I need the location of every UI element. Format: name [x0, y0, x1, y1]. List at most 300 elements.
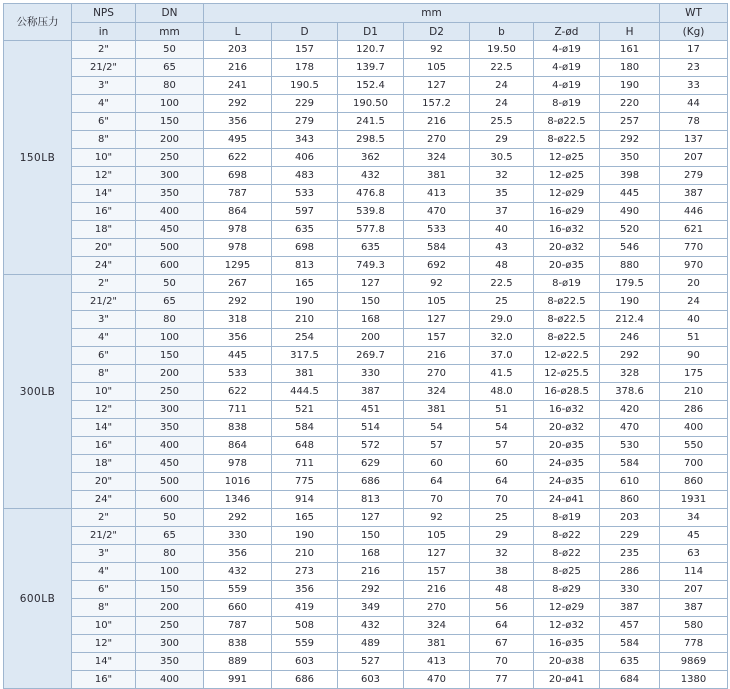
cell-wt: 778: [660, 635, 728, 653]
cell-l: 216: [204, 59, 272, 77]
cell-l: 787: [204, 617, 272, 635]
cell-bolt-holes: 20-ø32: [534, 419, 600, 437]
cell-d2: 270: [404, 131, 470, 149]
cell-nps: 2": [72, 509, 136, 527]
col-header-d2: D2: [404, 23, 470, 41]
pressure-header: 公称压力: [4, 4, 72, 41]
cell-d1: 577.8: [338, 221, 404, 239]
cell-d2: 54: [404, 419, 470, 437]
cell-d1: 216: [338, 563, 404, 581]
cell-nps: 3": [72, 311, 136, 329]
cell-dn: 350: [136, 185, 204, 203]
table-row: [4, 383, 728, 401]
cell-dn: 300: [136, 401, 204, 419]
cell-l: 838: [204, 635, 272, 653]
cell-l: 318: [204, 311, 272, 329]
cell-d1: 190.50: [338, 95, 404, 113]
table-row: [4, 563, 728, 581]
cell-wt: 137: [660, 131, 728, 149]
cell-dn: 150: [136, 581, 204, 599]
cell-d2: 64: [404, 473, 470, 491]
cell-d2: 216: [404, 113, 470, 131]
cell-h: 190: [600, 77, 660, 95]
cell-wt: 286: [660, 401, 728, 419]
cell-h: 180: [600, 59, 660, 77]
table-row: [4, 437, 728, 455]
cell-l: 622: [204, 383, 272, 401]
cell-b: 48: [470, 581, 534, 599]
cell-nps: 14": [72, 419, 136, 437]
cell-d2: 127: [404, 77, 470, 95]
cell-nps: 21/2": [72, 527, 136, 545]
cell-nps: 10": [72, 383, 136, 401]
cell-b: 25.5: [470, 113, 534, 131]
col-header-l: L: [204, 23, 272, 41]
cell-bolt-holes: 8-ø22.5: [534, 311, 600, 329]
cell-h: 530: [600, 437, 660, 455]
cell-dn: 200: [136, 599, 204, 617]
dn-unit-header: mm: [136, 23, 204, 41]
pressure-class-label: 600LB: [4, 509, 72, 689]
cell-nps: 8": [72, 599, 136, 617]
cell-d: 444.5: [272, 383, 338, 401]
cell-l: 559: [204, 581, 272, 599]
cell-nps: 24": [72, 491, 136, 509]
cell-d2: 533: [404, 221, 470, 239]
cell-nps: 3": [72, 77, 136, 95]
cell-b: 40: [470, 221, 534, 239]
cell-b: 35: [470, 185, 534, 203]
cell-bolt-holes: 12-ø22.5: [534, 347, 600, 365]
cell-wt: 114: [660, 563, 728, 581]
cell-wt: 207: [660, 581, 728, 599]
cell-d2: 324: [404, 383, 470, 401]
cell-bolt-holes: 8-ø19: [534, 275, 600, 293]
cell-bolt-holes: 16-ø32: [534, 401, 600, 419]
cell-nps: 4": [72, 95, 136, 113]
cell-b: 29.0: [470, 311, 534, 329]
cell-d: 813: [272, 257, 338, 275]
cell-wt: 44: [660, 95, 728, 113]
cell-l: 292: [204, 95, 272, 113]
cell-d2: 270: [404, 365, 470, 383]
cell-d: 635: [272, 221, 338, 239]
cell-wt: 40: [660, 311, 728, 329]
cell-h: 378.6: [600, 383, 660, 401]
cell-bolt-holes: 24-ø35: [534, 473, 600, 491]
table-row: [4, 509, 728, 527]
cell-d1: 168: [338, 545, 404, 563]
cell-d: 254: [272, 329, 338, 347]
cell-l: 292: [204, 509, 272, 527]
cell-d1: 539.8: [338, 203, 404, 221]
table-row: [4, 167, 728, 185]
cell-dn: 400: [136, 437, 204, 455]
cell-d2: 92: [404, 509, 470, 527]
cell-d: 597: [272, 203, 338, 221]
cell-d1: 635: [338, 239, 404, 257]
cell-nps: 4": [72, 563, 136, 581]
cell-dn: 200: [136, 365, 204, 383]
cell-d1: 686: [338, 473, 404, 491]
cell-d1: 813: [338, 491, 404, 509]
cell-d: 190.5: [272, 77, 338, 95]
cell-dn: 80: [136, 545, 204, 563]
cell-dn: 400: [136, 203, 204, 221]
table-row: [4, 77, 728, 95]
table-row: [4, 581, 728, 599]
cell-b: 64: [470, 473, 534, 491]
table-row: [4, 95, 728, 113]
cell-nps: 14": [72, 185, 136, 203]
cell-h: 445: [600, 185, 660, 203]
cell-l: 711: [204, 401, 272, 419]
cell-h: 328: [600, 365, 660, 383]
cell-wt: 33: [660, 77, 728, 95]
table-row: [4, 527, 728, 545]
cell-h: 235: [600, 545, 660, 563]
cell-d1: 514: [338, 419, 404, 437]
cell-h: 584: [600, 635, 660, 653]
spec-table-body: [4, 41, 728, 689]
flange-spec-table-container: [3, 3, 728, 689]
cell-nps: 14": [72, 653, 136, 671]
cell-d2: 127: [404, 545, 470, 563]
cell-d1: 451: [338, 401, 404, 419]
cell-d1: 749.3: [338, 257, 404, 275]
cell-b: 32: [470, 545, 534, 563]
cell-h: 292: [600, 347, 660, 365]
cell-bolt-holes: 16-ø28.5: [534, 383, 600, 401]
cell-d: 210: [272, 311, 338, 329]
cell-l: 267: [204, 275, 272, 293]
table-row: [4, 545, 728, 563]
cell-h: 387: [600, 599, 660, 617]
cell-h: 420: [600, 401, 660, 419]
cell-b: 32: [470, 167, 534, 185]
cell-dn: 50: [136, 509, 204, 527]
cell-d1: 572: [338, 437, 404, 455]
cell-wt: 970: [660, 257, 728, 275]
cell-d1: 150: [338, 527, 404, 545]
cell-d: 165: [272, 509, 338, 527]
cell-bolt-holes: 24-ø41: [534, 491, 600, 509]
table-row: [4, 293, 728, 311]
cell-bolt-holes: 4-ø19: [534, 59, 600, 77]
cell-d1: 362: [338, 149, 404, 167]
cell-d2: 92: [404, 41, 470, 59]
cell-nps: 18": [72, 221, 136, 239]
cell-h: 457: [600, 617, 660, 635]
cell-d1: 387: [338, 383, 404, 401]
cell-d2: 324: [404, 149, 470, 167]
table-row: [4, 239, 728, 257]
cell-b: 22.5: [470, 275, 534, 293]
table-row: [4, 617, 728, 635]
cell-bolt-holes: 20-ø35: [534, 437, 600, 455]
cell-dn: 500: [136, 473, 204, 491]
table-row: [4, 149, 728, 167]
cell-d2: 584: [404, 239, 470, 257]
cell-wt: 175: [660, 365, 728, 383]
pressure-class-label: 150LB: [4, 41, 72, 275]
cell-nps: 6": [72, 113, 136, 131]
cell-d: 508: [272, 617, 338, 635]
cell-wt: 207: [660, 149, 728, 167]
cell-bolt-holes: 8-ø19: [534, 95, 600, 113]
cell-bolt-holes: 20-ø41: [534, 671, 600, 689]
cell-b: 77: [470, 671, 534, 689]
cell-wt: 550: [660, 437, 728, 455]
cell-d1: 200: [338, 329, 404, 347]
cell-d2: 381: [404, 401, 470, 419]
cell-b: 25: [470, 509, 534, 527]
table-row: [4, 491, 728, 509]
cell-b: 38: [470, 563, 534, 581]
table-row: [4, 347, 728, 365]
cell-d2: 692: [404, 257, 470, 275]
cell-d2: 324: [404, 617, 470, 635]
cell-dn: 50: [136, 275, 204, 293]
cell-nps: 2": [72, 275, 136, 293]
cell-d1: 432: [338, 167, 404, 185]
cell-wt: 1931: [660, 491, 728, 509]
cell-nps: 6": [72, 581, 136, 599]
cell-d: 914: [272, 491, 338, 509]
cell-l: 241: [204, 77, 272, 95]
cell-d: 178: [272, 59, 338, 77]
table-row: [4, 311, 728, 329]
cell-d1: 241.5: [338, 113, 404, 131]
cell-wt: 387: [660, 599, 728, 617]
cell-l: 445: [204, 347, 272, 365]
mm-header: mm: [204, 4, 660, 23]
cell-bolt-holes: 8-ø22: [534, 527, 600, 545]
cell-wt: 279: [660, 167, 728, 185]
cell-nps: 21/2": [72, 59, 136, 77]
cell-l: 978: [204, 239, 272, 257]
cell-h: 546: [600, 239, 660, 257]
cell-d2: 470: [404, 203, 470, 221]
cell-wt: 1380: [660, 671, 728, 689]
table-row: [4, 455, 728, 473]
cell-bolt-holes: 8-ø22.5: [534, 293, 600, 311]
cell-bolt-holes: 8-ø22.5: [534, 131, 600, 149]
cell-b: 37.0: [470, 347, 534, 365]
col-header-d: D: [272, 23, 338, 41]
cell-l: 660: [204, 599, 272, 617]
cell-d2: 70: [404, 491, 470, 509]
cell-d2: 270: [404, 599, 470, 617]
cell-h: 212.4: [600, 311, 660, 329]
table-row: [4, 599, 728, 617]
cell-b: 24: [470, 95, 534, 113]
cell-dn: 600: [136, 257, 204, 275]
table-row: [4, 635, 728, 653]
cell-d: 210: [272, 545, 338, 563]
cell-d1: 349: [338, 599, 404, 617]
pressure-class-label: 300LB: [4, 275, 72, 509]
cell-bolt-holes: 8-ø25: [534, 563, 600, 581]
cell-wt: 621: [660, 221, 728, 239]
cell-dn: 450: [136, 221, 204, 239]
cell-l: 330: [204, 527, 272, 545]
cell-d2: 157: [404, 563, 470, 581]
cell-d2: 92: [404, 275, 470, 293]
cell-nps: 20": [72, 473, 136, 491]
table-row: [4, 221, 728, 239]
cell-bolt-holes: 12-ø29: [534, 599, 600, 617]
cell-b: 32.0: [470, 329, 534, 347]
cell-d1: 127: [338, 275, 404, 293]
cell-l: 1295: [204, 257, 272, 275]
cell-bolt-holes: 12-ø25.5: [534, 365, 600, 383]
cell-bolt-holes: 12-ø25: [534, 167, 600, 185]
cell-d: 521: [272, 401, 338, 419]
cell-b: 54: [470, 419, 534, 437]
cell-b: 56: [470, 599, 534, 617]
cell-l: 1346: [204, 491, 272, 509]
cell-h: 880: [600, 257, 660, 275]
cell-b: 48.0: [470, 383, 534, 401]
cell-d2: 216: [404, 581, 470, 599]
cell-l: 1016: [204, 473, 272, 491]
cell-d2: 57: [404, 437, 470, 455]
cell-wt: 210: [660, 383, 728, 401]
cell-nps: 18": [72, 455, 136, 473]
table-row: [4, 113, 728, 131]
cell-nps: 16": [72, 671, 136, 689]
cell-d: 698: [272, 239, 338, 257]
table-row: [4, 365, 728, 383]
cell-d2: 157: [404, 329, 470, 347]
wt-unit-header: (Kg): [660, 23, 728, 41]
cell-b: 70: [470, 653, 534, 671]
cell-d2: 157.2: [404, 95, 470, 113]
cell-d1: 432: [338, 617, 404, 635]
cell-d: 603: [272, 653, 338, 671]
cell-h: 860: [600, 491, 660, 509]
cell-bolt-holes: 8-ø19: [534, 509, 600, 527]
cell-b: 57: [470, 437, 534, 455]
cell-h: 246: [600, 329, 660, 347]
cell-l: 533: [204, 365, 272, 383]
cell-nps: 4": [72, 329, 136, 347]
table-row: [4, 473, 728, 491]
cell-bolt-holes: 16-ø29: [534, 203, 600, 221]
cell-d2: 105: [404, 527, 470, 545]
cell-nps: 8": [72, 365, 136, 383]
cell-b: 24: [470, 77, 534, 95]
table-row: [4, 203, 728, 221]
cell-l: 292: [204, 293, 272, 311]
cell-d2: 127: [404, 311, 470, 329]
col-header-b: b: [470, 23, 534, 41]
nps-header: NPS: [72, 4, 136, 23]
table-row: [4, 671, 728, 689]
table-row: [4, 329, 728, 347]
cell-d1: 127: [338, 509, 404, 527]
cell-b: 48: [470, 257, 534, 275]
cell-bolt-holes: 8-ø22: [534, 545, 600, 563]
cell-bolt-holes: 12-ø25: [534, 149, 600, 167]
cell-l: 495: [204, 131, 272, 149]
cell-d: 483: [272, 167, 338, 185]
cell-l: 432: [204, 563, 272, 581]
cell-wt: 9869: [660, 653, 728, 671]
cell-dn: 80: [136, 311, 204, 329]
cell-b: 64: [470, 617, 534, 635]
cell-l: 203: [204, 41, 272, 59]
cell-wt: 400: [660, 419, 728, 437]
cell-h: 584: [600, 455, 660, 473]
cell-wt: 860: [660, 473, 728, 491]
cell-h: 635: [600, 653, 660, 671]
cell-wt: 580: [660, 617, 728, 635]
cell-wt: 63: [660, 545, 728, 563]
cell-bolt-holes: 20-ø38: [534, 653, 600, 671]
cell-d2: 216: [404, 347, 470, 365]
cell-d: 229: [272, 95, 338, 113]
cell-d: 356: [272, 581, 338, 599]
cell-dn: 200: [136, 131, 204, 149]
flange-spec-table: [3, 3, 728, 689]
cell-b: 22.5: [470, 59, 534, 77]
cell-dn: 250: [136, 149, 204, 167]
cell-d1: 292: [338, 581, 404, 599]
cell-b: 19.50: [470, 41, 534, 59]
cell-d1: 489: [338, 635, 404, 653]
cell-d: 559: [272, 635, 338, 653]
cell-d: 419: [272, 599, 338, 617]
cell-b: 37: [470, 203, 534, 221]
cell-wt: 45: [660, 527, 728, 545]
cell-dn: 500: [136, 239, 204, 257]
cell-b: 29: [470, 527, 534, 545]
cell-b: 60: [470, 455, 534, 473]
cell-dn: 250: [136, 383, 204, 401]
cell-d: 406: [272, 149, 338, 167]
cell-bolt-holes: 20-ø35: [534, 257, 600, 275]
cell-wt: 23: [660, 59, 728, 77]
cell-b: 70: [470, 491, 534, 509]
table-row: [4, 41, 728, 59]
col-header-bolt-holes: Z-ød: [534, 23, 600, 41]
cell-dn: 50: [136, 41, 204, 59]
cell-h: 179.5: [600, 275, 660, 293]
cell-nps: 16": [72, 437, 136, 455]
cell-bolt-holes: 8-ø22.5: [534, 329, 600, 347]
cell-d1: 476.8: [338, 185, 404, 203]
cell-bolt-holes: 4-ø19: [534, 41, 600, 59]
cell-d2: 413: [404, 185, 470, 203]
cell-l: 787: [204, 185, 272, 203]
cell-d: 343: [272, 131, 338, 149]
cell-h: 292: [600, 131, 660, 149]
cell-b: 41.5: [470, 365, 534, 383]
dn-header: DN: [136, 4, 204, 23]
cell-h: 229: [600, 527, 660, 545]
cell-dn: 300: [136, 635, 204, 653]
cell-d1: 152.4: [338, 77, 404, 95]
cell-d1: 139.7: [338, 59, 404, 77]
cell-d: 533: [272, 185, 338, 203]
cell-d: 317.5: [272, 347, 338, 365]
cell-d1: 150: [338, 293, 404, 311]
cell-dn: 150: [136, 347, 204, 365]
cell-d: 190: [272, 527, 338, 545]
cell-h: 350: [600, 149, 660, 167]
